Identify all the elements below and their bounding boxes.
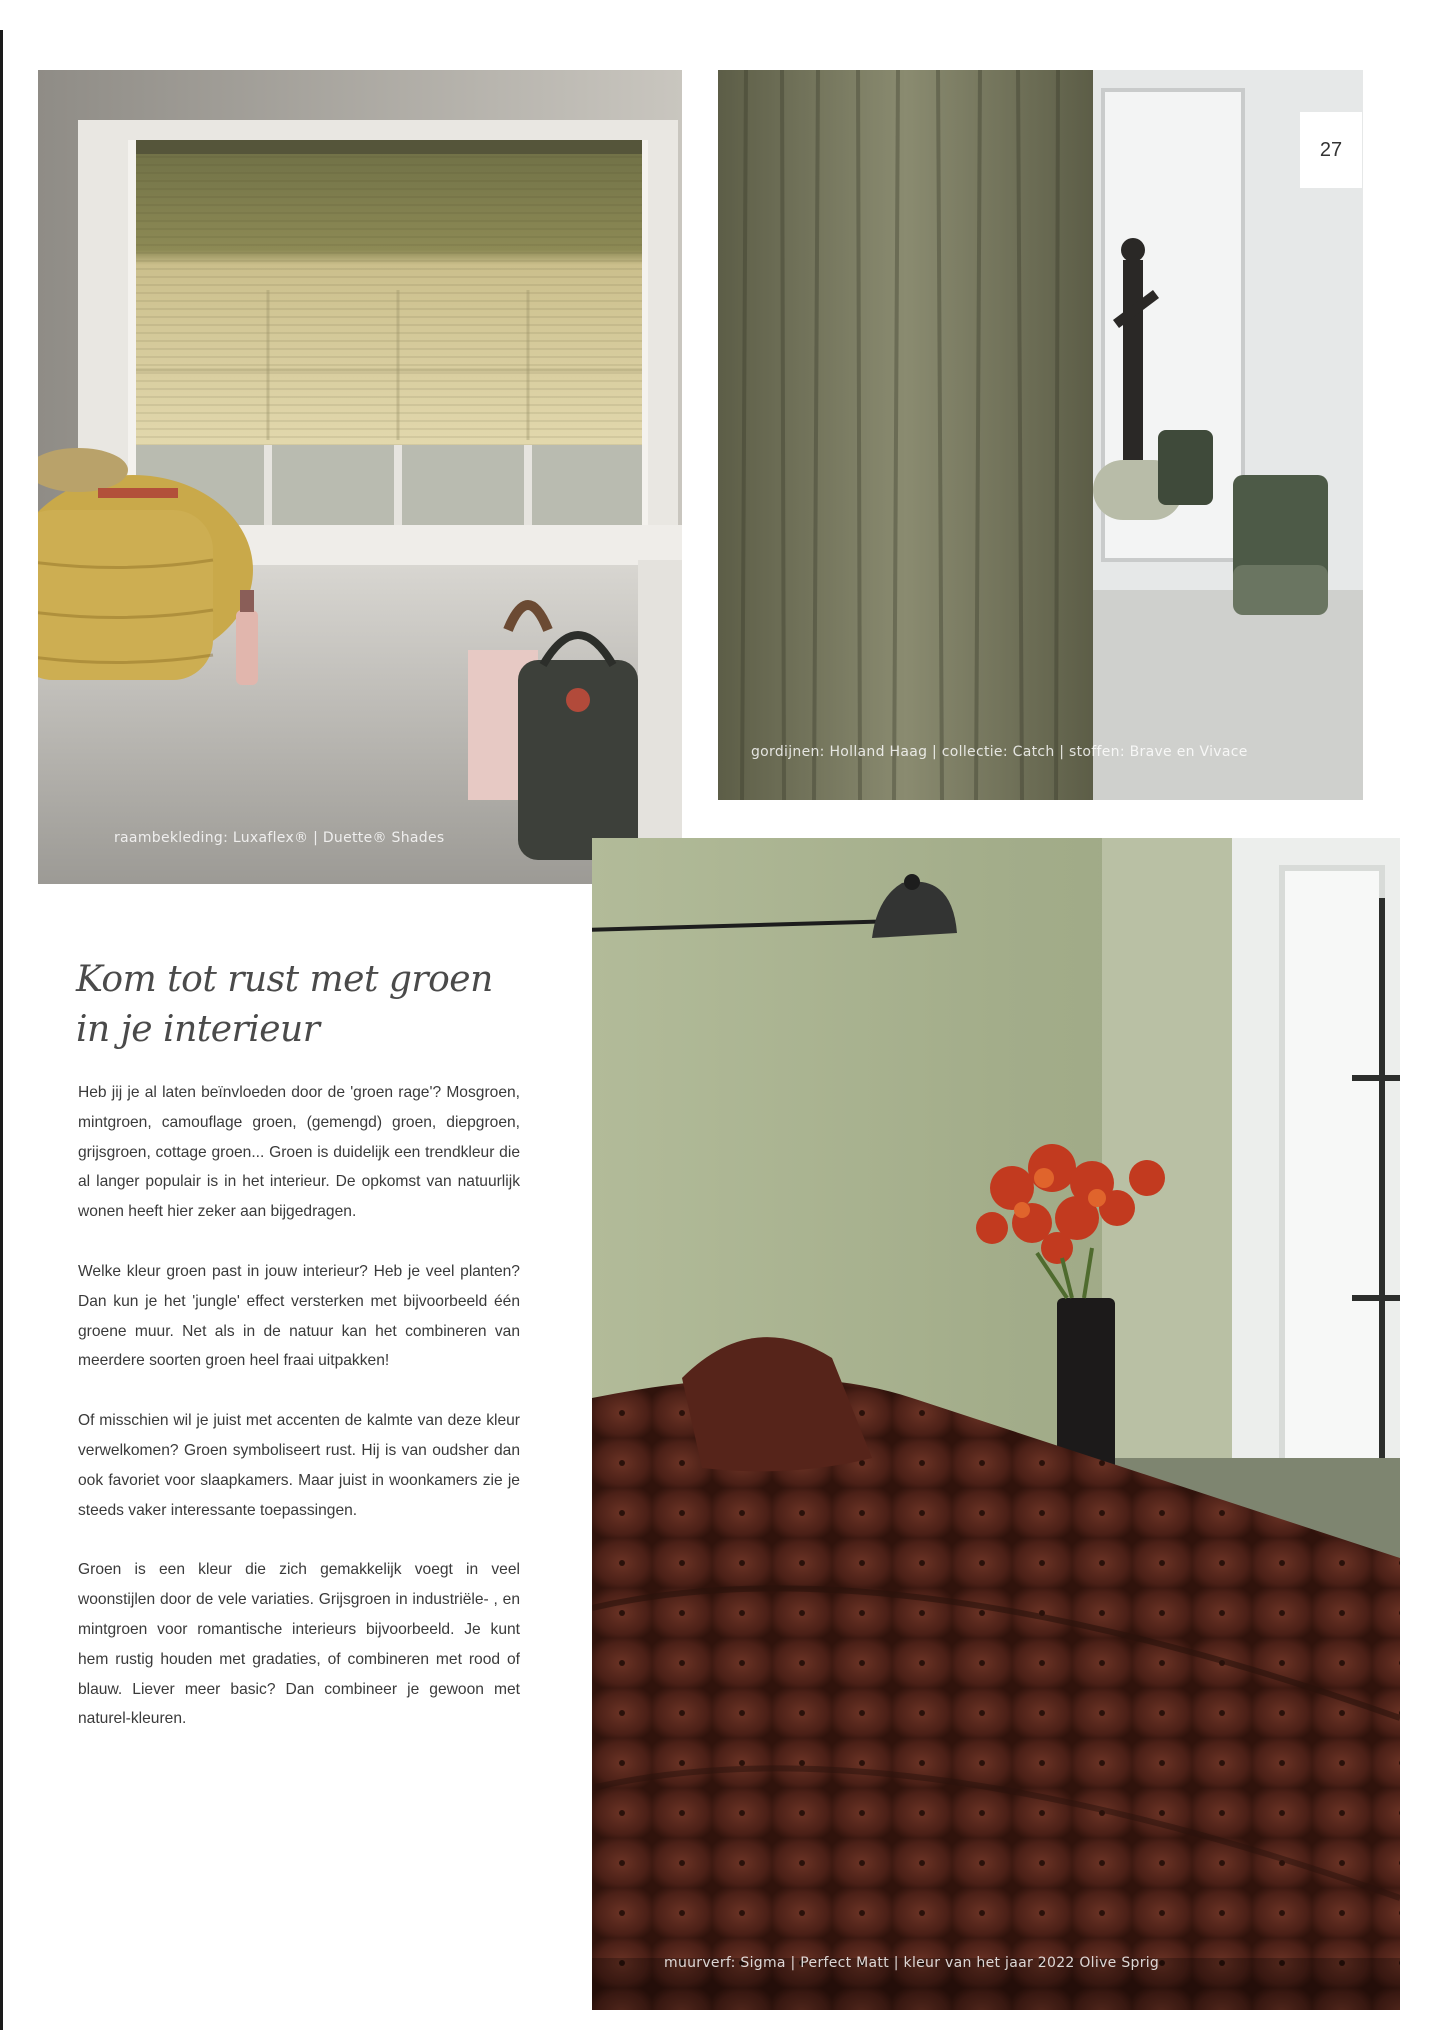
article-title-line-1: Kom tot rust met groen [76, 959, 493, 1000]
window-blinds-illustration [38, 70, 682, 884]
article-paragraph: Heb jij je al laten beïnvloeden door de 'groen rage'? Mosgroen, mintgroen, camouflage groen, (gemengd) groen, diepgroen, grijsgroen, cottage groen... Groen is duidelijk een trendkleur die al langer populair is in het interieur. De opkomst van natuurlijk wonen heeft hier zeker aan bijgedragen. [78, 1084, 520, 1221]
curtains-illustration [718, 70, 1363, 800]
article-paragraph: Of misschien wil je juist met accenten de kalmte van deze kleur verwelkomen? Groen symboliseert rust. Hij is van oudsher dan ook favoriet voor slaapkamers. Maar juist in woonkamers zie je steeds vaker interessante toepassingen. [78, 1412, 520, 1519]
article-paragraph: Groen is een kleur die zich gemakkelijk voegt in veel woonstijlen door de vele variaties. Grijsgroen in industriële- , en mintgroen voor romantische interieurs bijvoorbeeld. Je kunt hem rustig houden met gradaties, of combineren met rood of blauw. Liever meer basic? Dan combineer je gewoon met naturel-kleuren. [78, 1561, 520, 1728]
page-edge-line [0, 30, 3, 2030]
caption-sofa: muurverf: Sigma | Perfect Matt | kleur van het jaar 2022 Olive Sprig [664, 1955, 1160, 1971]
article-body [78, 1078, 520, 1764]
article-title [76, 955, 546, 1055]
caption-blinds: raambekleding: Luxaflex® | Duette® Shades [114, 830, 445, 846]
article-title-line-2: in je interieur [76, 1009, 320, 1050]
article-paragraph: Welke kleur groen past in jouw interieur? Heb je veel planten? Dan kun je het 'jungle' effect versterken met bijvoorbeeld één groene muur. Net als in de natuur kan het combineren van meerdere soorten groen heel fraai uitpakken! [78, 1262, 520, 1370]
photo-curtains [718, 70, 1363, 800]
photo-window-blinds [38, 70, 682, 884]
photo-sofa-room [592, 838, 1400, 2010]
sofa-room-illustration [592, 838, 1400, 2010]
page-number: 27 [1300, 112, 1362, 188]
caption-curtains: gordijnen: Holland Haag | collectie: Catch | stoffen: Brave en Vivace [751, 744, 1248, 760]
